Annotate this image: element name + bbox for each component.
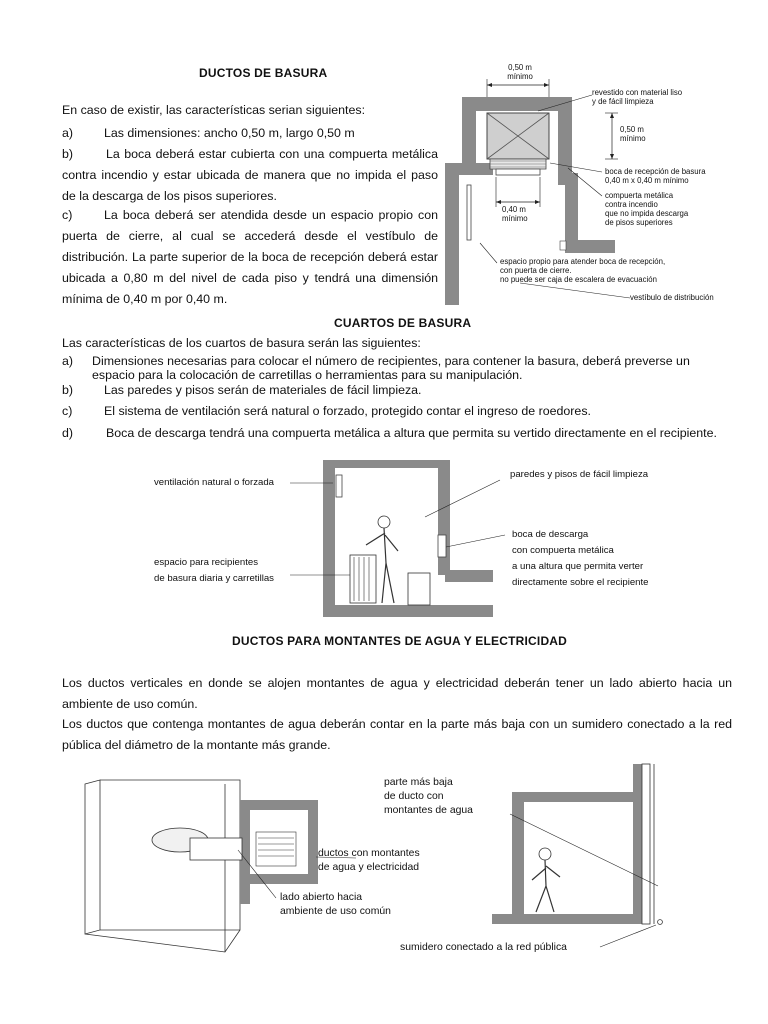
section-title-cuartos-basura: CUARTOS DE BASURA [334, 316, 472, 330]
label-boca-descarga: boca de descarga con compuerta metálica a una altura que permita verter directamente sobre el recipiente [512, 529, 649, 588]
list-item [62, 423, 742, 444]
label-vestibulo: vestíbulo de distribución [630, 293, 714, 302]
list-marker: b) [62, 383, 74, 397]
list-text: Las paredes y pisos serán de materiales de fácil limpieza. [104, 383, 422, 397]
label-boca-recepcion: boca de recepción de basura 0,40 m x 0,40 m mínimo [605, 167, 706, 185]
dimension-label-depth: 0,50 m mínimo [620, 125, 646, 143]
list-marker: b) [62, 147, 74, 161]
section-title-ductos-basura: DUCTOS DE BASURA [199, 66, 328, 80]
list-item [62, 205, 438, 310]
label-sumidero: sumidero conectado a la red pública [400, 942, 567, 953]
label-espacio-recipientes: espacio para recipientes de basura diaria y carretillas [154, 557, 274, 584]
label-compuerta: compuerta metálica contra incendio que no impida descarga de pisos superiores [605, 191, 689, 227]
label-ductos-montantes: ductos con montantes de agua y electricidad [318, 848, 420, 873]
label-ventilacion: ventilación natural o forzada [154, 477, 274, 488]
figure-ductos-montantes [80, 762, 700, 962]
list-marker: d) [62, 426, 74, 440]
label-lado-abierto: lado abierto hacia ambiente de uso común [280, 892, 391, 917]
list-marker: a) [62, 126, 74, 140]
intro-cuartos-basura: Las características de los cuartos de basura serán las siguientes: [62, 336, 421, 350]
label-paredes: paredes y pisos de fácil limpieza [510, 469, 649, 480]
list-marker: c) [62, 208, 73, 222]
list-text: Dimensiones necesarias para colocar el número de recipientes, para contener la basura, deberá preverse un espacio para la colocación de carretillas o herramientas para su manipulación. [92, 354, 690, 382]
label-parte-baja: parte más baja de ducto con montantes de agua [384, 777, 473, 816]
dimension-label-width: 0,50 m mínimo [507, 63, 533, 81]
list-item [62, 380, 722, 401]
list-item [62, 354, 722, 382]
list-item [62, 401, 722, 422]
list-item [62, 144, 438, 207]
paragraph-montantes-1: Los ductos verticales en donde se alojen montantes de agua y electricidad deberán tener un lado abierto hacia un ambiente de uso común. [62, 676, 732, 711]
intro-ductos-basura: En caso de existir, las características serian siguientes: [62, 103, 366, 117]
dimension-label-boca: 0,40 m mínimo [502, 205, 528, 223]
list-text: El sistema de ventilación será natural o forzado, protegido contar el ingreso de roedores. [104, 404, 591, 418]
list-item [62, 123, 438, 144]
list-marker: c) [62, 404, 73, 418]
list-marker: a) [62, 354, 74, 368]
figure-ducto-basura [440, 55, 750, 310]
label-revestido: revestido con material liso y de fácil limpieza [592, 88, 683, 106]
figure-cuarto-basura [140, 455, 680, 620]
paragraph-montantes-2: Los ductos que contenga montantes de agua deberán contar en la parte más baja con un sumidero conectado a la red pública del diámetro de la montante más grande. [62, 717, 732, 752]
section-title-ductos-montantes: DUCTOS PARA MONTANTES DE AGUA Y ELECTRICIDAD [232, 634, 568, 648]
list-text: Las dimensiones: ancho 0,50 m, largo 0,50 m [104, 126, 355, 140]
label-espacio-propio: espacio propio para atender boca de recepción, con puerta de cierre. no puede ser caja de escalera de evacuación [500, 257, 666, 284]
list-text: La boca deberá estar cubierta con una compuerta metálica contra incendio y estar ubicada de manera que no impida el paso de la descarga de los pisos superiores. [62, 147, 438, 203]
list-text: La boca deberá ser atendida desde un espacio propio con puerta de cierre, al cual se accederá desde el vestíbulo de distribución. La parte superior de la boca de recepción deberá estar ubicada a 0,80 m del nivel de cada piso y tendrá una dimensión mínima de 0,40 m por 0,40 m. [62, 208, 438, 306]
list-text: Boca de descarga tendrá una compuerta metálica a altura que permita su vertido directamente en el recipiente. [106, 426, 717, 440]
